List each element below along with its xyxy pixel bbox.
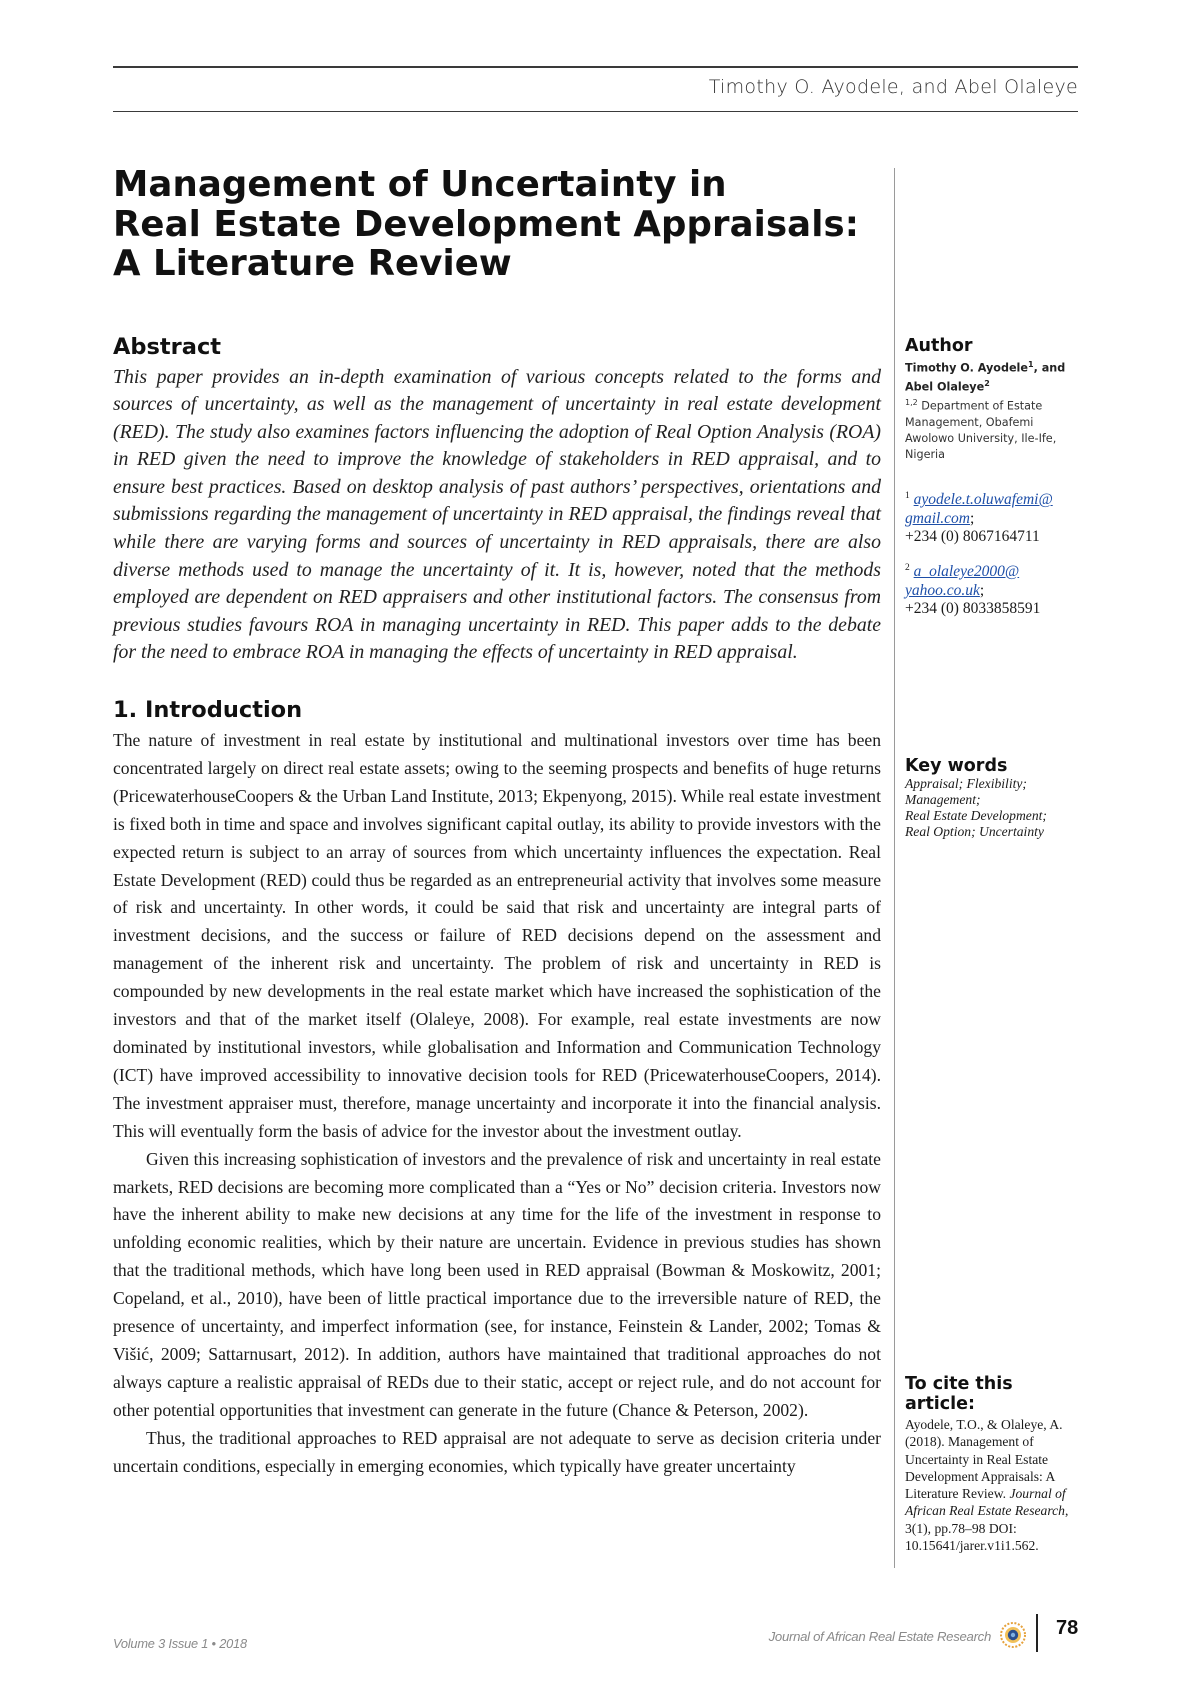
intro-paragraph: Given this increasing sophistication of investors and the prevalence of risk and uncertainty in real estate markets, RED decisions are becoming more complicated than a “Yes or No” decision criteria. Investors now have the inherent ability to make new decisions at any time for the life of the investment in response to unfolding economic realities, which by their nature are uncertain. Evidence in previous studies has shown that the traditional methods, which have long been used in RED appraisal (Bowman & Moskowitz, 2001; Copeland, et al., 2010), have been of little practical importance due to the irreversible nature of RED, the presence of uncertainty, and imperfect information (see, for instance, Feinstein & Lander, 2002; Tomas & Višić, 2009; Sattarnusart, 2012). In addition, authors have maintained that traditional approaches do not always capture a realistic appraisal of REDs due to their static, accept or reject rule, and do not account for other potential opportunities that investment can generate in the future (Chance & Peterson, 2002).: [113, 1148, 881, 1420]
article-title: [113, 165, 881, 284]
email-link-2[interactable]: [905, 563, 1019, 599]
contact-2: [905, 559, 1085, 619]
author-sidebar: [905, 336, 1085, 619]
footer-volume: Volume 3 Issue 1 • 2018: [113, 1636, 247, 1651]
email-part: ayodele.t.oluwafemi@: [913, 491, 1053, 509]
author-and: , and: [1033, 361, 1066, 375]
running-head: Timothy O. Ayodele, and Abel Olaleye: [708, 76, 1078, 98]
email-part: a_olaleye2000@: [913, 563, 1020, 581]
cite-part: , 3(1), pp.78–98 DOI: 10.15641/jarer.v1i1.562.: [905, 1503, 1069, 1554]
cite-heading: To cite this article:: [905, 1374, 1013, 1414]
author-name: Timothy O. Ayodele: [905, 361, 1028, 375]
footer-divider: [1036, 1614, 1038, 1652]
author-names: [905, 357, 1085, 395]
header-rule-top: [113, 66, 1078, 68]
contact-num: 1: [905, 491, 910, 502]
contact-1: [905, 487, 1085, 547]
cite-part: Ayodele, T.O., & Olaleye, A. (2018). Management of Uncertainty in Real Estate Development Appraisals: A Literature Review.: [905, 1417, 1063, 1502]
semicolon: ;: [979, 581, 985, 599]
phone-2: +234 (0) 8033858591: [905, 600, 1041, 618]
author-heading: Author: [905, 336, 973, 356]
phone-1: +234 (0) 8067164711: [905, 528, 1040, 546]
email-part: yahoo.co.uk: [905, 581, 980, 599]
keyword-line: Real Option; Uncertainty: [905, 824, 1044, 839]
keywords-list: [905, 776, 1085, 840]
footer-journal: Journal of African Real Estate Research: [768, 1629, 991, 1644]
main-column: [113, 165, 881, 1481]
keyword-line: Real Estate Development;: [905, 808, 1047, 823]
jarer-logo-icon: [1000, 1622, 1026, 1648]
semicolon: ;: [970, 509, 975, 527]
keyword-line: Management;: [905, 792, 981, 807]
keywords-sidebar: [905, 756, 1085, 840]
author-name: Abel Olaleye: [905, 380, 985, 394]
header-rule-bottom: [113, 111, 1078, 112]
title-line: Real Estate Development Appraisals:: [113, 203, 860, 245]
affiliation: [905, 395, 1085, 463]
keywords-heading: Key words: [905, 756, 1008, 776]
abstract-text: This paper provides an in-depth examination of various concepts related to the forms and sources of uncertainty, as well as the management of uncertainty in real estate development (RED). The study also examines factors influencing the adoption of Real Option Analysis (ROA) in RED given the need to improve the knowledge of stakeholders in RED appraisal, and to ensure best practices. Based on desktop analysis of past authors’ perspectives, orientations and submissions regarding the management of uncertainty in RED appraisal, the findings reveal that while there are varying forms and sources of uncertainty in RED appraisals, there are also diverse methods used to manage the uncertainty of it. It is, however, noted that the methods employed are dependent on RED appraisers and other institutional factors. The consensus from previous studies favours ROA in managing uncertainty in RED. This paper adds to the debate for the need to embrace ROA in managing the effects of uncertainty in RED appraisal.: [113, 365, 881, 664]
title-line: A Literature Review: [113, 243, 512, 284]
cite-journal: Journal of African Real Estate Research: [905, 1486, 1066, 1519]
author-sup: 1: [1027, 360, 1034, 369]
introduction-heading: 1. Introduction: [113, 697, 303, 724]
citation-sidebar: [905, 1374, 1085, 1554]
contact-num: 2: [905, 562, 910, 573]
intro-paragraph: The nature of investment in real estate by institutional and multinational investors over time has been concentrated largely on direct real estate assets; owing to the seeming prospects and benefits of huge returns (PricewaterhouseCoopers & the Urban Land Institute, 2013; Ekpenyong, 2015). While real estate investment is fixed both in time and space and involves significant capital outlay, its ability to provide investors with the expected return is subject to an array of sources from which uncertainty influences the expectation. Real Estate Development (RED) could thus be regarded as an entrepreneurial activity that involves some measure of risk and uncertainty. In other words, it could be said that risk and uncertainty are integral parts of investment decisions, and the success or failure of RED decisions depend on the assessment and management of the inherent risk and uncertainty. The problem of risk and uncertainty in RED is compounded by new developments in the real estate market which have increased the sophistication of the investors and that of the market itself (Olaleye, 2008). For example, real estate investments are now dominated by institutional investors, while globalisation and Information and Communication Technology (ICT) have improved accessibility to innovative decision tools for RED (PricewaterhouseCoopers, 2014). The investment appraiser must, therefore, manage uncertainty and incorporate it into the financial analysis. This will eventually form the basis of advice for the investor about the investment outlay.: [113, 730, 881, 1141]
email-part: gmail.com: [905, 509, 971, 527]
author-sup: 2: [984, 379, 990, 389]
affiliation-sup: 1,2: [905, 398, 918, 408]
title-line: Management of Uncertainty in: [113, 164, 727, 205]
intro-paragraph: Thus, the traditional approaches to RED appraisal are not adequate to serve as decision criteria under uncertain conditions, especially in emerging economies, which typically have greater uncertainty: [113, 1427, 881, 1476]
page-number: 78: [1056, 1617, 1079, 1639]
keyword-line: Appraisal; Flexibility;: [905, 776, 1027, 791]
abstract-heading: Abstract: [113, 333, 222, 360]
citation-text: [905, 1416, 1085, 1554]
affiliation-text: Department of Estate Management, Obafemi Awolowo University, Ile-Ife, Nigeria: [905, 400, 1057, 462]
email-link-1[interactable]: [905, 491, 1053, 527]
column-divider: [894, 168, 895, 1568]
